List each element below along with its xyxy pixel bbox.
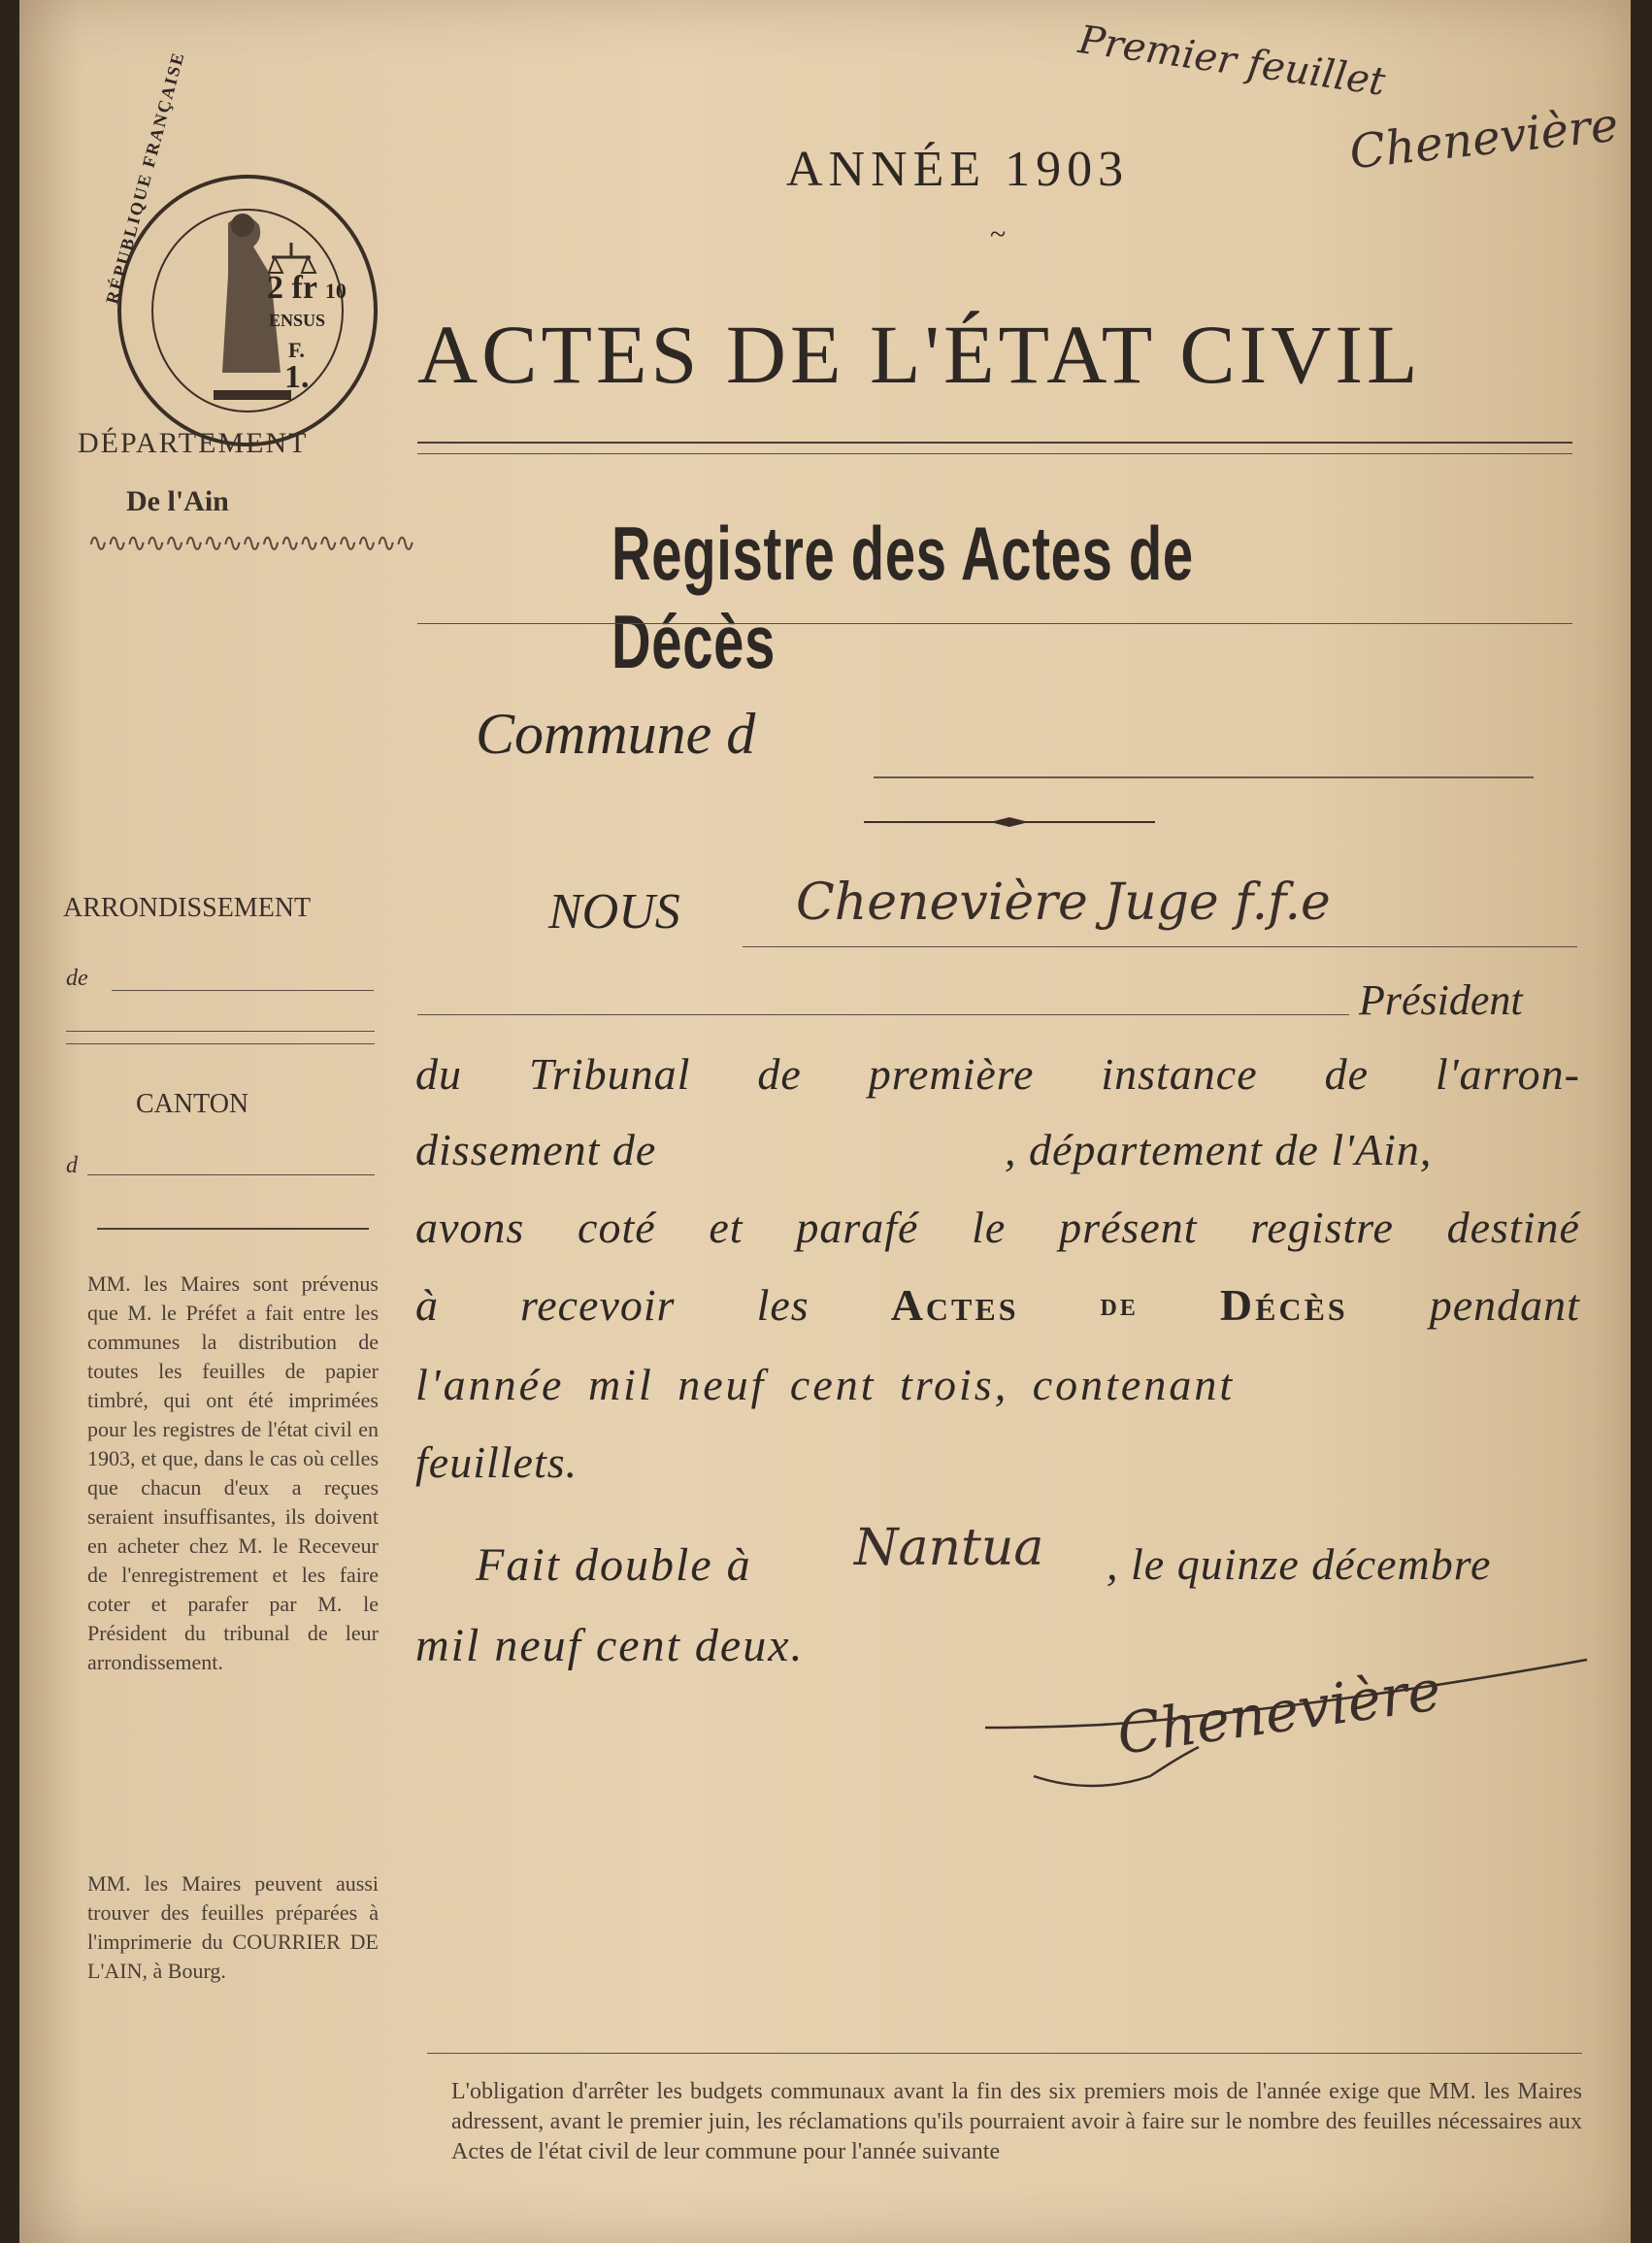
body-line-5: l'année mil neuf cent trois, contenant: [415, 1360, 1236, 1409]
sidebar-note-timbre: MM. les Maires sont prévenus que M. le Préfet a fait entre les communes la distribution de toutes les feuilles de papier timbré, qui ont été imprimées pour les registres de l'état civil en 1903, et que, dans le cas où celles que chacun d'eux a reçues seraient insuffisantes, ils doivent en acheter chez M. le Receveur de l'enregistrement et les faire coter et parafer par M. le Président du tribunal de leur arrondissement.: [87, 1271, 379, 1674]
word-actes: Actes: [890, 1280, 1019, 1330]
word: l'arron-: [1435, 1049, 1580, 1099]
word: à: [415, 1280, 439, 1330]
department-name: De l'Ain: [126, 485, 229, 517]
arrondissement-rule-a: [66, 1031, 375, 1032]
body-line-2a: dissement de: [415, 1125, 657, 1174]
main-title: ACTES DE L'ÉTAT CIVIL: [417, 308, 1422, 401]
stamp-line2: 10: [324, 279, 347, 303]
word: Tribunal: [528, 1049, 691, 1099]
word: les: [756, 1280, 809, 1330]
canton-field: [87, 1174, 375, 1175]
year-heading: ANNÉE 1903: [786, 142, 1130, 197]
stamp-ensus: ENSUS: [269, 311, 326, 330]
title-rule-1: [417, 442, 1572, 444]
footnote: L'obligation d'arrêter les budgets communaux avant la fin des six premiers mois de l'année exige que MM. les Maires adressent, avant le premier juin, les réclamations qu'ils pourraient avoir à faire sur le nombre des feuilles nécessaires aux Actes de l'état civil de leur commune pour l'année suivante: [451, 2079, 1582, 2164]
word-deces: Décès: [1219, 1280, 1348, 1330]
body-line-4: [415, 1279, 1580, 1331]
stamp-line1: 2 fr: [267, 270, 317, 306]
word: pendant: [1429, 1280, 1580, 1330]
margin-fold: [408, 0, 409, 2243]
arrondissement-label: ARRONDISSEMENT: [63, 893, 312, 923]
title-rule-2: [417, 453, 1572, 454]
nous-field-line: [743, 946, 1577, 947]
word: et: [709, 1203, 743, 1252]
commune-field-line: [874, 776, 1534, 778]
body-line-6: feuillets.: [415, 1437, 578, 1487]
word: du: [415, 1049, 462, 1099]
word: de: [1324, 1049, 1369, 1099]
word: avons: [415, 1203, 525, 1252]
ornament-rule: [864, 815, 1155, 829]
wavy-divider: ∿∿∿∿∿∿∿∿∿∿∿∿∿∿∿∿∿: [87, 529, 414, 557]
fait-double-label: Fait double à: [476, 1539, 752, 1591]
arrondissement-rule-b: [66, 1043, 375, 1044]
word: le: [972, 1203, 1007, 1252]
word: instance: [1101, 1049, 1258, 1099]
register-subtitle: Registre des Actes de Décès: [611, 511, 1194, 684]
president-field-line: [417, 1014, 1349, 1015]
seal-ring-text: RÉPUBLIQUE FRANÇAISE: [102, 49, 188, 307]
top-signature: Chenevière: [1346, 97, 1621, 181]
tilde-ornament: ~: [990, 218, 1007, 250]
fait-year: mil neuf cent deux.: [415, 1620, 805, 1671]
arrondissement-field: [112, 990, 374, 991]
register-page: [19, 0, 1631, 2243]
stamp-f: F.: [288, 338, 305, 362]
fait-place-handwritten: Nantua: [854, 1519, 1044, 1577]
stamp-one: 1.: [284, 359, 310, 395]
premier-feuillet-note: Premier feuillet: [1075, 17, 1388, 105]
judge-name-handwritten: Chenevière Juge f.f.e: [796, 874, 1331, 932]
word: parafé: [796, 1203, 919, 1252]
body-line-2b: , département de l'Ain,: [1005, 1125, 1433, 1174]
word: première: [868, 1049, 1035, 1099]
department-label: DÉPARTEMENT: [78, 427, 309, 459]
fait-date: , le quinze décembre: [1107, 1539, 1492, 1589]
word: de: [757, 1049, 802, 1099]
subtitle-rule: [417, 623, 1572, 624]
body-line-3: [415, 1202, 1580, 1253]
commune-label: Commune d: [476, 702, 756, 766]
signature: Chenevière: [1112, 1656, 1445, 1768]
word-de: de: [1100, 1287, 1139, 1323]
word: recevoir: [520, 1280, 676, 1330]
word: registre: [1250, 1203, 1394, 1252]
sidebar-note-courrier: MM. les Maires peuvent aussi trouver des feuilles préparées à l'imprimerie du COURRIER DE L'AIN, à Bourg.: [87, 1871, 379, 1983]
footnote-rule: [427, 2053, 1582, 2054]
word: coté: [578, 1203, 656, 1252]
canton-prefix: d: [66, 1153, 78, 1178]
sidebar-separator: [97, 1228, 369, 1230]
word: présent: [1059, 1203, 1198, 1252]
president-label: Président: [1359, 976, 1523, 1024]
body-line-1: [415, 1048, 1580, 1100]
nous-label: NOUS: [548, 884, 680, 940]
stamp-value: [267, 272, 347, 308]
arrondissement-prefix: de: [66, 966, 88, 991]
word: destiné: [1446, 1203, 1580, 1252]
fiscal-stamp-seal: [102, 49, 393, 456]
canton-label: CANTON: [136, 1089, 249, 1119]
